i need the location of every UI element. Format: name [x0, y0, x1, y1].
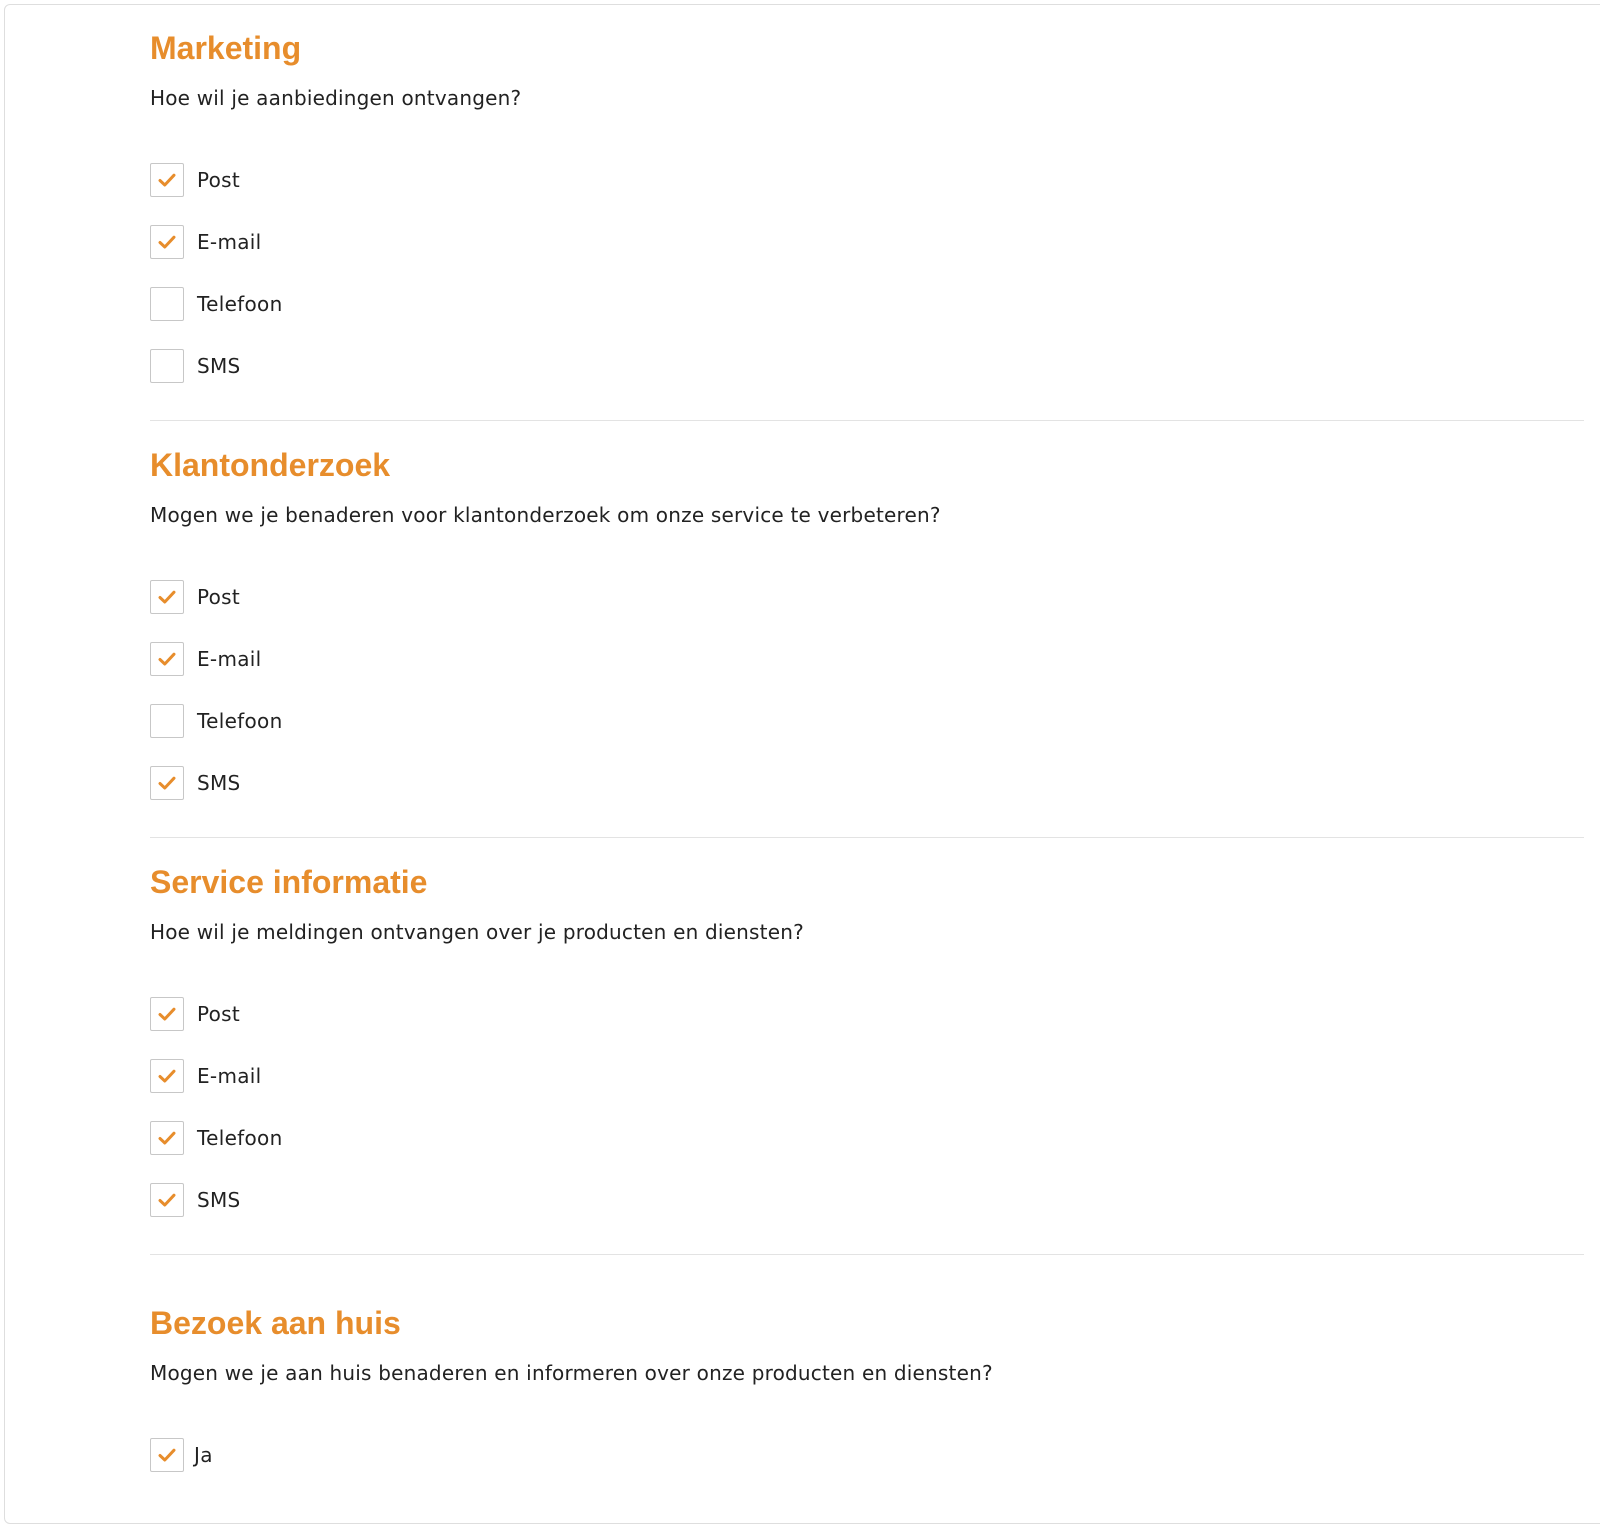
checkbox[interactable]	[150, 642, 184, 676]
option-label: E-mail	[197, 647, 262, 671]
option-label: SMS	[197, 1188, 241, 1212]
section-title: Service informatie	[150, 864, 428, 900]
option-label: Ja	[194, 1443, 213, 1467]
section-divider	[150, 837, 1584, 838]
checkmark-icon	[158, 1448, 176, 1462]
checkbox[interactable]	[150, 704, 184, 738]
option-label: E-mail	[197, 1064, 262, 1088]
checkbox[interactable]	[150, 225, 184, 259]
option-sms[interactable]	[150, 348, 241, 384]
option-label: Post	[197, 168, 241, 192]
checkbox[interactable]	[150, 1059, 184, 1093]
checkmark-icon	[158, 652, 176, 666]
option-ja[interactable]	[150, 1437, 213, 1473]
checkbox[interactable]	[150, 1183, 184, 1217]
section-question: Mogen we je aan huis benaderen en informeren over onze producten en diensten?	[150, 1361, 993, 1385]
option-post[interactable]	[150, 996, 240, 1032]
option-label: Telefoon	[197, 709, 283, 733]
option-email[interactable]	[150, 224, 262, 260]
option-post[interactable]	[150, 162, 240, 198]
option-sms[interactable]	[150, 765, 241, 801]
checkbox[interactable]	[150, 1121, 184, 1155]
section-title: Klantonderzoek	[150, 447, 391, 483]
section-divider	[150, 420, 1584, 421]
checkbox[interactable]	[150, 287, 184, 321]
section-title: Marketing	[150, 30, 302, 66]
option-label: Telefoon	[197, 1126, 283, 1150]
section-question: Hoe wil je meldingen ontvangen over je producten en diensten?	[150, 920, 804, 944]
section-title: Bezoek aan huis	[150, 1305, 401, 1341]
option-label: Post	[197, 1002, 241, 1026]
option-label: E-mail	[197, 230, 262, 254]
option-label: Telefoon	[197, 292, 283, 316]
checkmark-icon	[158, 1131, 176, 1145]
checkbox[interactable]	[150, 163, 184, 197]
option-label: Post	[197, 585, 241, 609]
checkmark-icon	[158, 1069, 176, 1083]
checkmark-icon	[158, 1193, 176, 1207]
option-telefoon[interactable]	[150, 703, 283, 739]
option-post[interactable]	[150, 579, 240, 615]
checkbox[interactable]	[150, 580, 184, 614]
option-email[interactable]	[150, 1058, 262, 1094]
checkmark-icon	[158, 235, 176, 249]
option-telefoon[interactable]	[150, 1120, 283, 1156]
checkmark-icon	[158, 590, 176, 604]
section-question: Hoe wil je aanbiedingen ontvangen?	[150, 86, 522, 110]
checkbox[interactable]	[150, 997, 184, 1031]
checkbox[interactable]	[150, 766, 184, 800]
option-email[interactable]	[150, 641, 262, 677]
option-label: SMS	[197, 771, 241, 795]
section-divider	[150, 1254, 1584, 1255]
option-telefoon[interactable]	[150, 286, 283, 322]
option-sms[interactable]	[150, 1182, 241, 1218]
option-label: SMS	[197, 354, 241, 378]
checkmark-icon	[158, 776, 176, 790]
checkbox[interactable]	[150, 349, 184, 383]
checkmark-icon	[158, 173, 176, 187]
checkmark-icon	[158, 1007, 176, 1021]
checkbox[interactable]	[150, 1438, 184, 1472]
section-question: Mogen we je benaderen voor klantonderzoek om onze service te verbeteren?	[150, 503, 941, 527]
